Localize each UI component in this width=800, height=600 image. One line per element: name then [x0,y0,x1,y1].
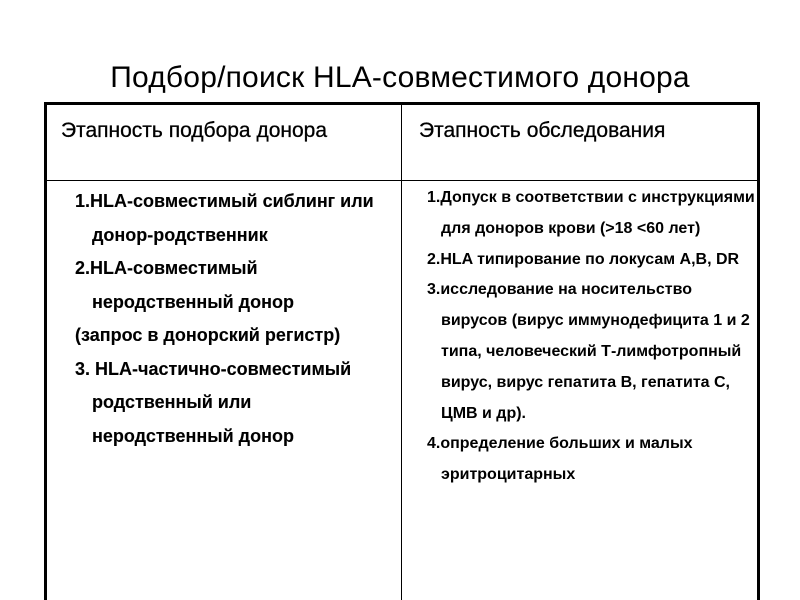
donor-step-1: 1.HLA-совместимый сиблинг или донор-родственник [75,191,374,245]
donor-selection-cell [75,185,395,453]
criteria-table [44,102,760,600]
slide-title: Подбор/поиск HLA-совместимого донора [110,61,690,94]
donor-step-3: 3. HLA-частично-совместимый родственный или неродственный донор [75,358,352,446]
header-divider [47,180,757,181]
exam-step-4: 4.определение больших и малых эритроцитарных [427,435,693,484]
exam-step-1: 1.Допуск в соответствии с инструкциями для доноров крови (>18 <60 лет) [427,189,755,237]
donor-step-2: 2.HLA-совместимый неродственный донор [75,258,294,312]
exam-step-2: 2.HLA типирование по локусам A,B, DR [427,250,740,268]
header-donor-selection-stages: Этапность подбора донора [61,119,328,142]
header-examination-stages: Этапность обследования [419,119,666,142]
examination-cell [427,183,759,491]
donor-step-2-note: (запрос в донорский регистр) [75,325,341,345]
exam-step-3: 3.исследование на носительство вирусов (вирус иммунодефицита 1 и 2 типа, человеческий Т-лимфотропный вирус, вирус гепатита В, гепатита С, ЦМВ и др). [427,281,750,422]
